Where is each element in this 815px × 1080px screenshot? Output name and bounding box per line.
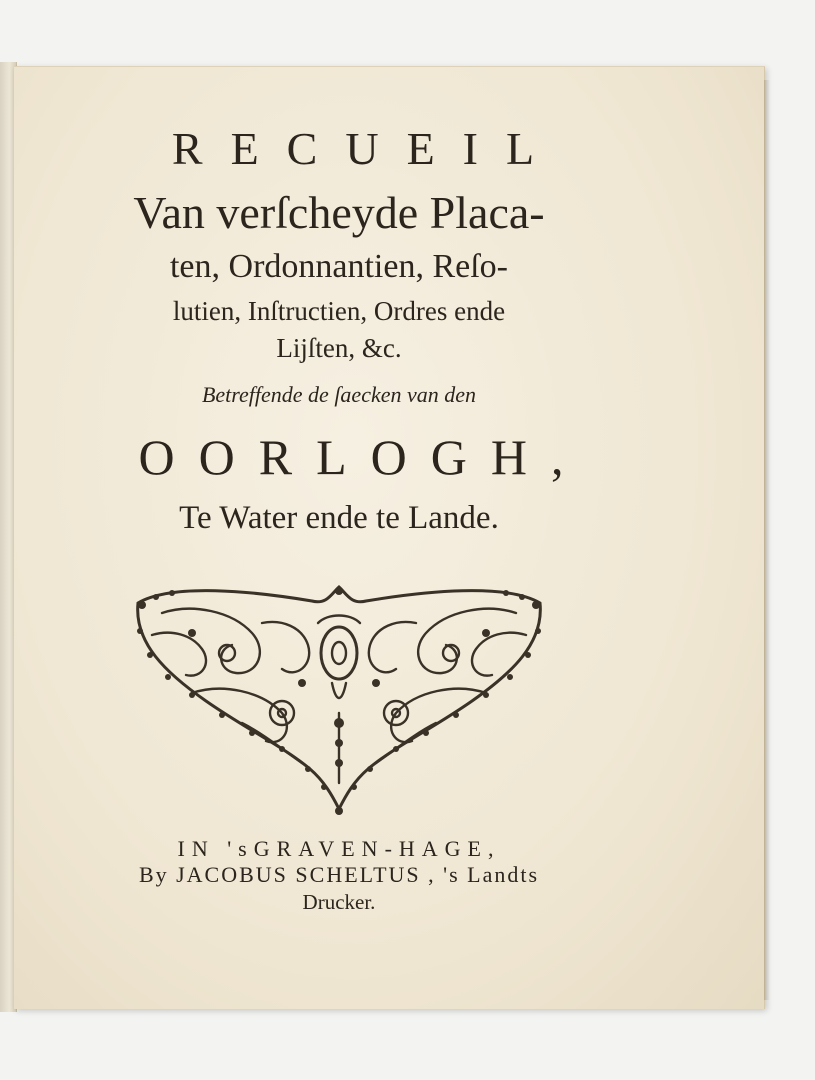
imprint-place: IN 'sGRAVEN-HAGE,: [177, 836, 501, 861]
imprint-role: Drucker.: [302, 890, 376, 914]
floral-ornament-icon: [132, 583, 546, 815]
imprint-printer: By JACOBUS SCHELTUS , 's Landts: [138, 862, 540, 887]
title-line-4: lutien, Inſtructien, Ordres ende: [172, 296, 506, 326]
title-recueil: RECUEIL: [171, 123, 563, 174]
title-line-5: Lijſten, &c.: [276, 333, 402, 363]
subtitle-line: Betreffende de ſaecken van den: [201, 382, 477, 407]
title-line-2: Van verſcheyde Placa-: [133, 187, 545, 238]
title-line-3: ten, Ordonnantien, Reſo-: [169, 248, 509, 285]
subject-heading: OORLOGH,: [138, 429, 588, 485]
page-edge-shadow: [764, 80, 770, 1000]
subject-subheading: Te Water ende te Lande.: [179, 500, 499, 536]
